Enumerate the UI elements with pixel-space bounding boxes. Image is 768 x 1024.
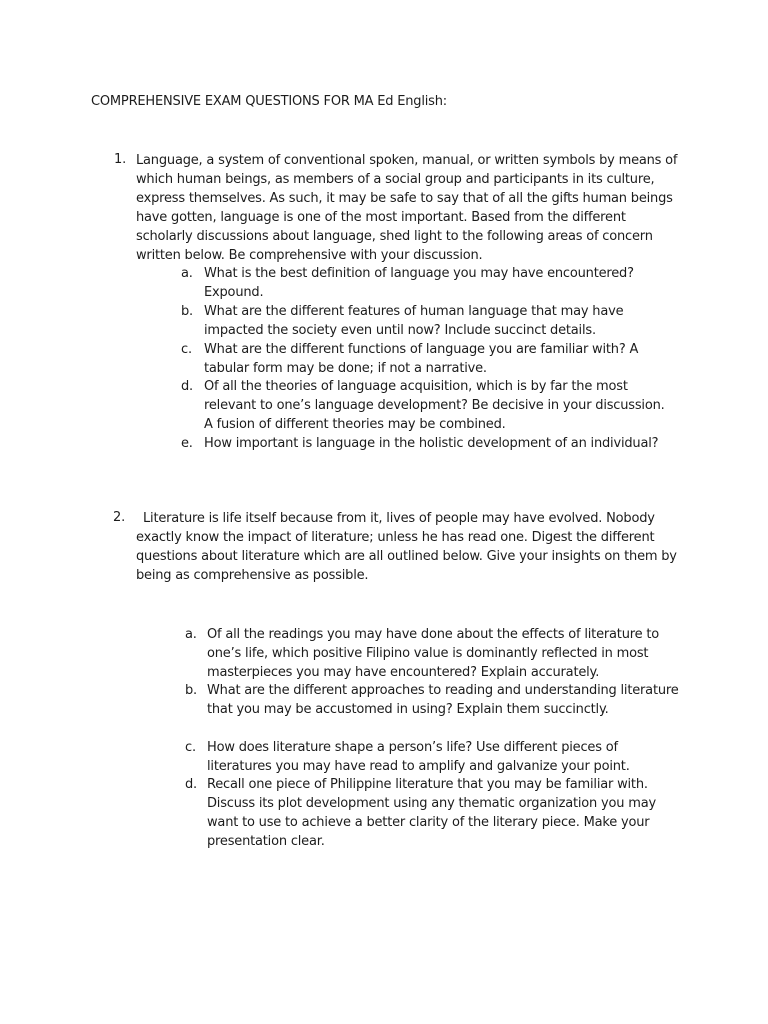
item-letter: d. <box>181 379 193 394</box>
item-letter: a. <box>181 266 193 281</box>
item-text: What is the best definition of language you may have encountered? Expound. <box>204 266 634 300</box>
item-letter: b. <box>181 304 193 319</box>
question-number: 1. <box>114 152 127 167</box>
item-letter: d. <box>185 777 197 792</box>
item-text: Of all the readings you may have done about the effects of literature to one’s life, which positive Filipino value is dominantly reflected in most masterpieces you may have encountered? Explain accurately. <box>207 627 659 680</box>
item-letter: e. <box>181 436 193 451</box>
item-letter: a. <box>185 627 197 642</box>
item-text: What are the different approaches to reading and understanding literature that you may be accustomed in using? Explain them succinctly. <box>207 683 679 717</box>
question-text-content: Literature is life itself because from it, lives of people may have evolved. Nobody exactly know the impact of literature; unless he has read one. Digest the different questions about literature which are all outlined below. Give your insights on them by being as comprehensive as possible. <box>136 511 677 583</box>
item-letter: c. <box>185 740 196 755</box>
item-text: Of all the theories of language acquisition, which is by far the most relevant to one’s language development? Be decisive in your discussion. A fusion of different theories may be combined. <box>204 379 665 432</box>
question-text: Language, a system of conventional spoken, manual, or written symbols by means of which human beings, as members of a social group and participants in its culture, express themselves. As such, it may be safe to say that of all the gifts human beings have gotten, language is one of the most important. Based from the different scholarly discussions about language, shed light to the following areas of concern written below. Be comprehensive with your discussion. <box>136 153 678 263</box>
item-text: What are the different features of human language that may have impacted the society even until now? Include succinct details. <box>204 304 624 338</box>
question-number: 2. <box>113 510 126 525</box>
item-text: What are the different functions of language you are familiar with? A tabular form may be done; if not a narrative. <box>204 342 639 376</box>
question-text <box>136 510 684 586</box>
item-text: Recall one piece of Philippine literature that you may be familiar with. Discuss its plot development using any thematic organization you may want to use to achieve a better clarity of the literary piece. Make your presentation clear. <box>207 777 656 849</box>
item-text: How important is language in the holistic development of an individual? <box>204 436 659 451</box>
item-letter: b. <box>185 683 197 698</box>
item-letter: c. <box>181 342 192 357</box>
item-text: How does literature shape a person’s life? Use different pieces of literatures you may have read to amplify and galvanize your point. <box>207 740 630 774</box>
document-title: COMPREHENSIVE EXAM QUESTIONS FOR MA Ed English: <box>91 94 447 109</box>
